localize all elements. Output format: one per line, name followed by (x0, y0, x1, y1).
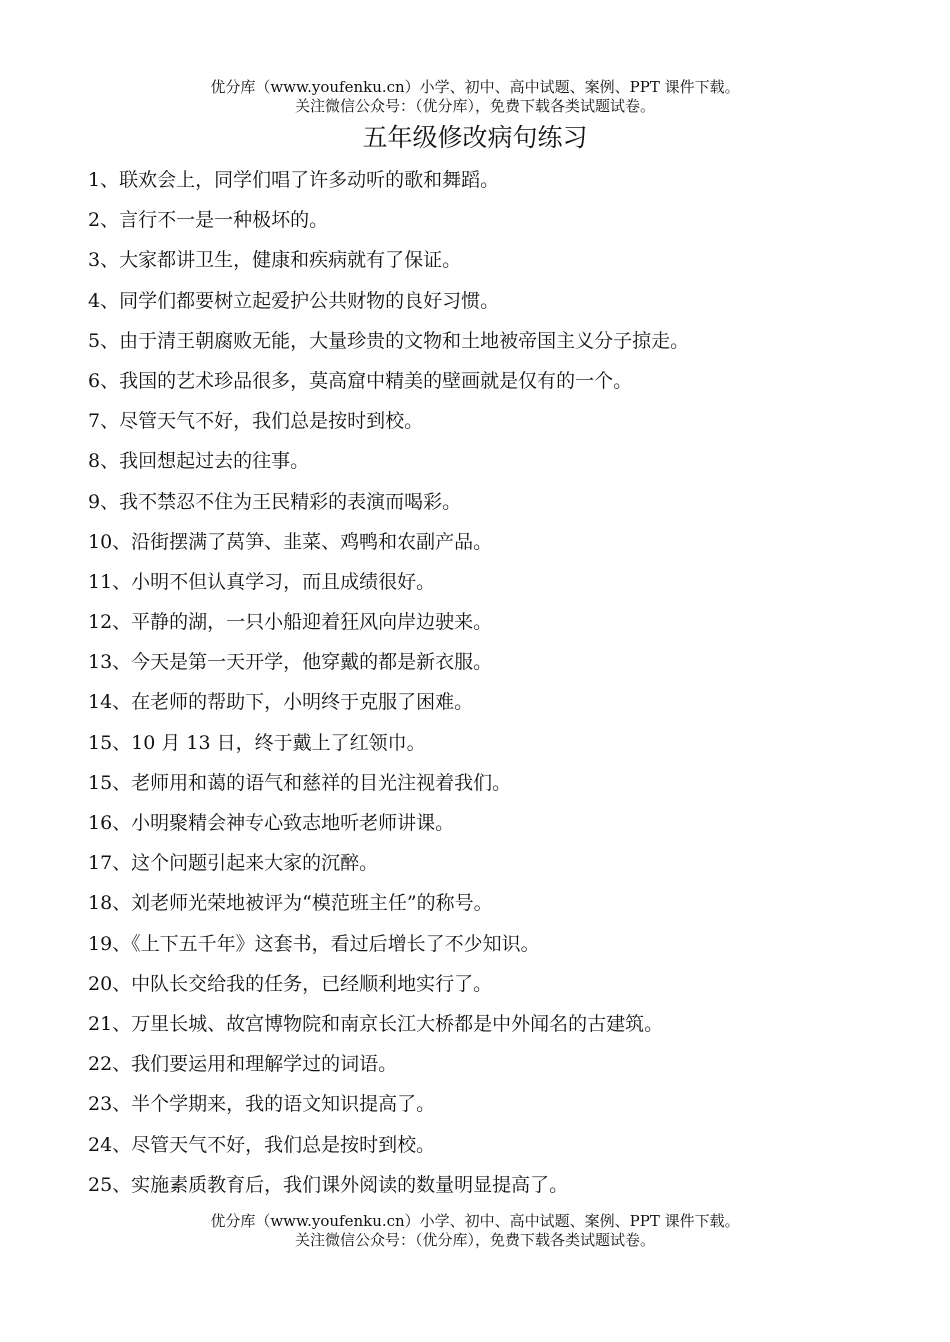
exercise-item: 14、在老师的帮助下，小明终于克服了困难。 (88, 691, 474, 714)
footer-line-1: 优分库（www.youfenku.cn）小学、初中、高中试题、案例、PPT 课件下载。 (210, 1212, 740, 1230)
exercise-item: 17、这个问题引起来大家的沉醉。 (88, 852, 379, 875)
exercise-item: 24、尽管天气不好，我们总是按时到校。 (88, 1133, 436, 1156)
exercise-item: 15、10 月 13 日，终于戴上了红领巾。 (88, 731, 426, 754)
exercise-item: 5、由于清王朝腐败无能，大量珍贵的文物和土地被帝国主义分子掠走。 (88, 329, 690, 352)
exercise-item: 18、刘老师光荣地被评为“模范班主任”的称号。 (88, 892, 493, 915)
page-header (0, 78, 950, 116)
exercise-item: 16、小明聚精会神专心致志地听老师讲课。 (88, 812, 455, 834)
exercise-item: 20、中队长交给我的任务，已经顺利地实行了。 (88, 972, 493, 995)
exercise-item: 2、言行不一是一种极坏的。 (88, 209, 329, 232)
exercise-item: 10、沿街摆满了莴笋、韭菜、鸡鸭和农副产品。 (88, 530, 493, 553)
exercise-item: 6、我国的艺术珍品很多，莫高窟中精美的壁画就是仅有的一个。 (88, 369, 633, 392)
exercise-item: 12、平静的湖，一只小船迎着狂风向岸边驶来。 (88, 611, 493, 634)
exercise-item: 9、我不禁忍不住为王民精彩的表演而喝彩。 (88, 490, 462, 513)
page-title: 五年级修改病句练习 (362, 123, 588, 152)
exercise-item: 8、我回想起过去的往事。 (88, 450, 310, 473)
footer-line-2: 关注微信公众号：（优分库），免费下载各类试题试卷。 (294, 1231, 655, 1249)
exercise-item: 4、同学们都要树立起爱护公共财物的良好习惯。 (88, 289, 500, 312)
exercise-item: 19、《上下五千年》这套书，看过后增长了不少知识。 (88, 932, 540, 955)
header-line-1: 优分库（www.youfenku.cn）小学、初中、高中试题、案例、PPT 课件下载。 (210, 78, 740, 96)
page-footer (0, 1212, 950, 1250)
exercise-item: 3、大家都讲卫生，健康和疾病就有了保证。 (88, 249, 462, 272)
exercise-item: 23、半个学期来，我的语文知识提高了。 (88, 1093, 436, 1116)
exercise-item: 25、实施素质教育后，我们课外阅读的数量明显提高了。 (88, 1173, 569, 1196)
exercise-item: 7、尽管天气不好，我们总是按时到校。 (88, 410, 424, 433)
exercise-item: 21、万里长城、故宫博物院和南京长江大桥都是中外闻名的古建筑。 (88, 1012, 664, 1035)
exercise-item: 22、我们要运用和理解学过的词语。 (88, 1053, 398, 1076)
exercise-item: 13、今天是第一天开学，他穿戴的都是新衣服。 (88, 651, 493, 674)
exercise-item: 15、老师用和蔼的语气和慈祥的目光注视着我们。 (88, 771, 512, 794)
header-line-2: 关注微信公众号：（优分库），免费下载各类试题试卷。 (294, 97, 655, 115)
exercise-list (88, 166, 888, 1211)
exercise-item: 1、联欢会上，同学们唱了许多动听的歌和舞蹈。 (88, 169, 500, 191)
exercise-item: 11、小明不但认真学习，而且成绩很好。 (88, 570, 436, 593)
